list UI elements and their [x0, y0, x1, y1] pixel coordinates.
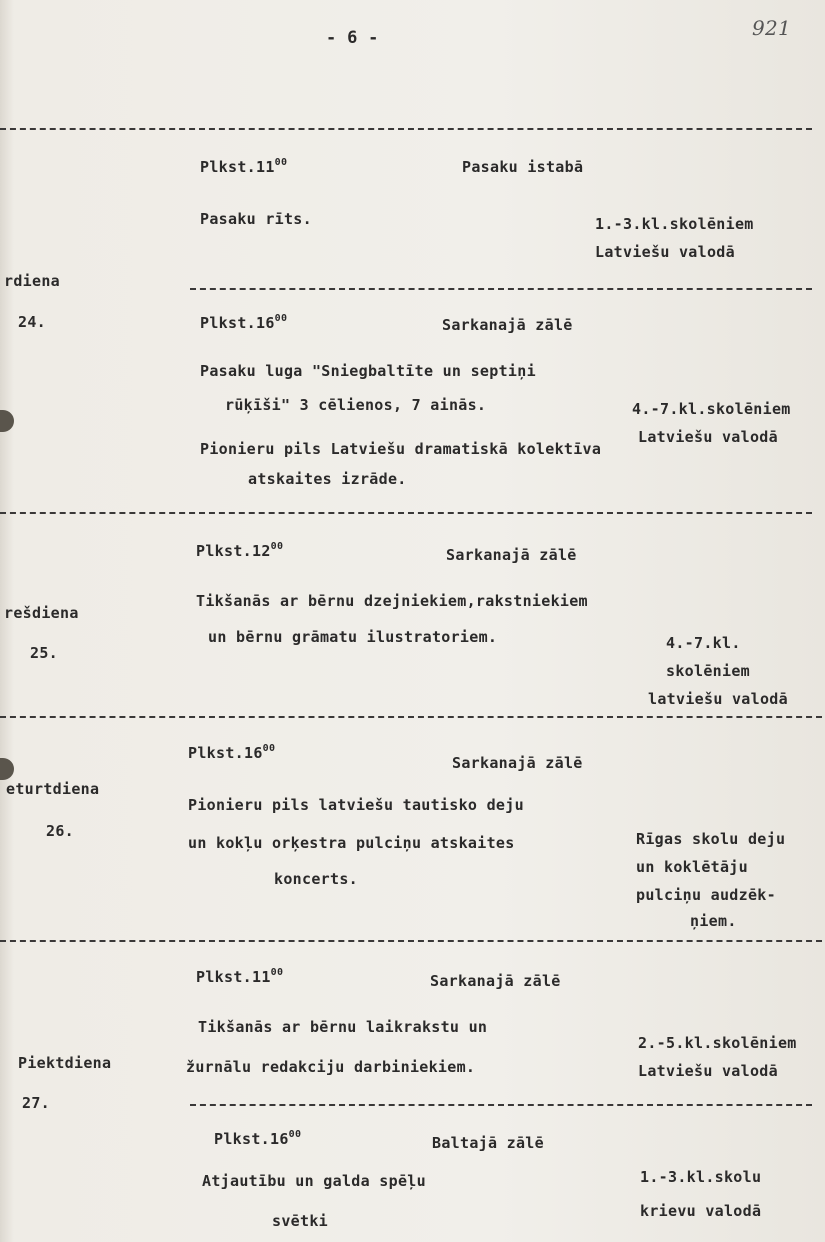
- entry-time: $Plkst.16^{00}$: [188, 743, 276, 762]
- entry-description: Pionieru pils latviešu tautisko deju: [188, 796, 524, 814]
- entry-description: koncerts.: [274, 870, 358, 888]
- entry-description: Pasaku rīts.: [200, 210, 312, 228]
- entry-description: rūķīši" 3 cēlienos, 7 ainās.: [225, 396, 487, 414]
- archive-number: 921: [752, 16, 792, 40]
- entry-description: Atjautību un galda spēļu: [202, 1172, 426, 1190]
- entry-description: Pasaku luga "Sniegbaltīte un septiņi: [200, 362, 536, 380]
- entry-description: Pionieru pils Latviešu dramatiskā kolektīva: [200, 440, 602, 458]
- entry-time: $Plkst.11^{00}$: [196, 967, 284, 986]
- entry-language: Latviešu valodā: [638, 428, 778, 446]
- binding-hole: [0, 410, 14, 432]
- entry-place: Pasaku istabā: [462, 158, 584, 176]
- day-date: 25.: [30, 644, 58, 662]
- entry-audience: ņiem.: [690, 912, 737, 930]
- page-number: - 6 -: [326, 28, 379, 48]
- divider: [190, 288, 812, 290]
- entry-audience: 1.-3.kl.skolu: [640, 1168, 762, 1186]
- divider: [0, 128, 812, 130]
- entry-audience: un koklētāju: [636, 858, 748, 876]
- entry-description: un bērnu grāmatu ilustratoriem.: [208, 628, 498, 646]
- entry-time: $Plkst.11^{00}$: [200, 157, 288, 176]
- entry-place: Baltajā zālē: [432, 1134, 544, 1152]
- day-name: Piektdiena: [18, 1054, 112, 1072]
- entry-place: Sarkanajā zālē: [452, 754, 583, 772]
- entry-description: svētki: [272, 1212, 328, 1230]
- divider: [0, 716, 822, 718]
- entry-time: $Plkst.16^{00}$: [200, 313, 288, 332]
- entry-time: $Plkst.16^{00}$: [214, 1129, 302, 1148]
- day-name: eturtdiena: [6, 780, 100, 798]
- entry-description: žurnālu redakciju darbiniekiem.: [186, 1058, 476, 1076]
- entry-language: Latviešu valodā: [638, 1062, 778, 1080]
- binding-hole: [0, 758, 14, 780]
- entry-place: Sarkanajā zālē: [446, 546, 577, 564]
- entry-language: krievu valodā: [640, 1202, 762, 1220]
- entry-audience: 4.-7.kl.skolēniem: [632, 400, 791, 418]
- entry-description: un kokļu orķestra pulciņu atskaites: [188, 834, 515, 852]
- day-name: rdiena: [4, 272, 60, 290]
- entry-place: Sarkanajā zālē: [442, 316, 573, 334]
- entry-language: Latviešu valodā: [595, 243, 735, 261]
- entry-language: latviešu valodā: [648, 690, 788, 708]
- entry-audience: skolēniem: [666, 662, 750, 680]
- entry-audience: Rīgas skolu deju: [636, 830, 786, 848]
- entry-description: Tikšanās ar bērnu dzejniekiem,rakstniekiem: [196, 592, 588, 610]
- divider: [0, 512, 812, 514]
- entry-audience: 4.-7.kl.: [666, 634, 741, 652]
- day-date: 24.: [18, 313, 46, 331]
- divider: [190, 1104, 812, 1106]
- entry-audience: 2.-5.kl.skolēniem: [638, 1034, 797, 1052]
- entry-time: $Plkst.12^{00}$: [196, 541, 284, 560]
- day-date: 26.: [46, 822, 74, 840]
- entry-audience: 1.-3.kl.skolēniem: [595, 215, 754, 233]
- entry-description: Tikšanās ar bērnu laikrakstu un: [198, 1018, 488, 1036]
- entry-audience: pulciņu audzēk-: [636, 886, 776, 904]
- divider: [0, 940, 822, 942]
- day-date: 27.: [22, 1094, 50, 1112]
- entry-place: Sarkanajā zālē: [430, 972, 561, 990]
- day-name: rešdiena: [4, 604, 79, 622]
- entry-description: atskaites izrāde.: [248, 470, 407, 488]
